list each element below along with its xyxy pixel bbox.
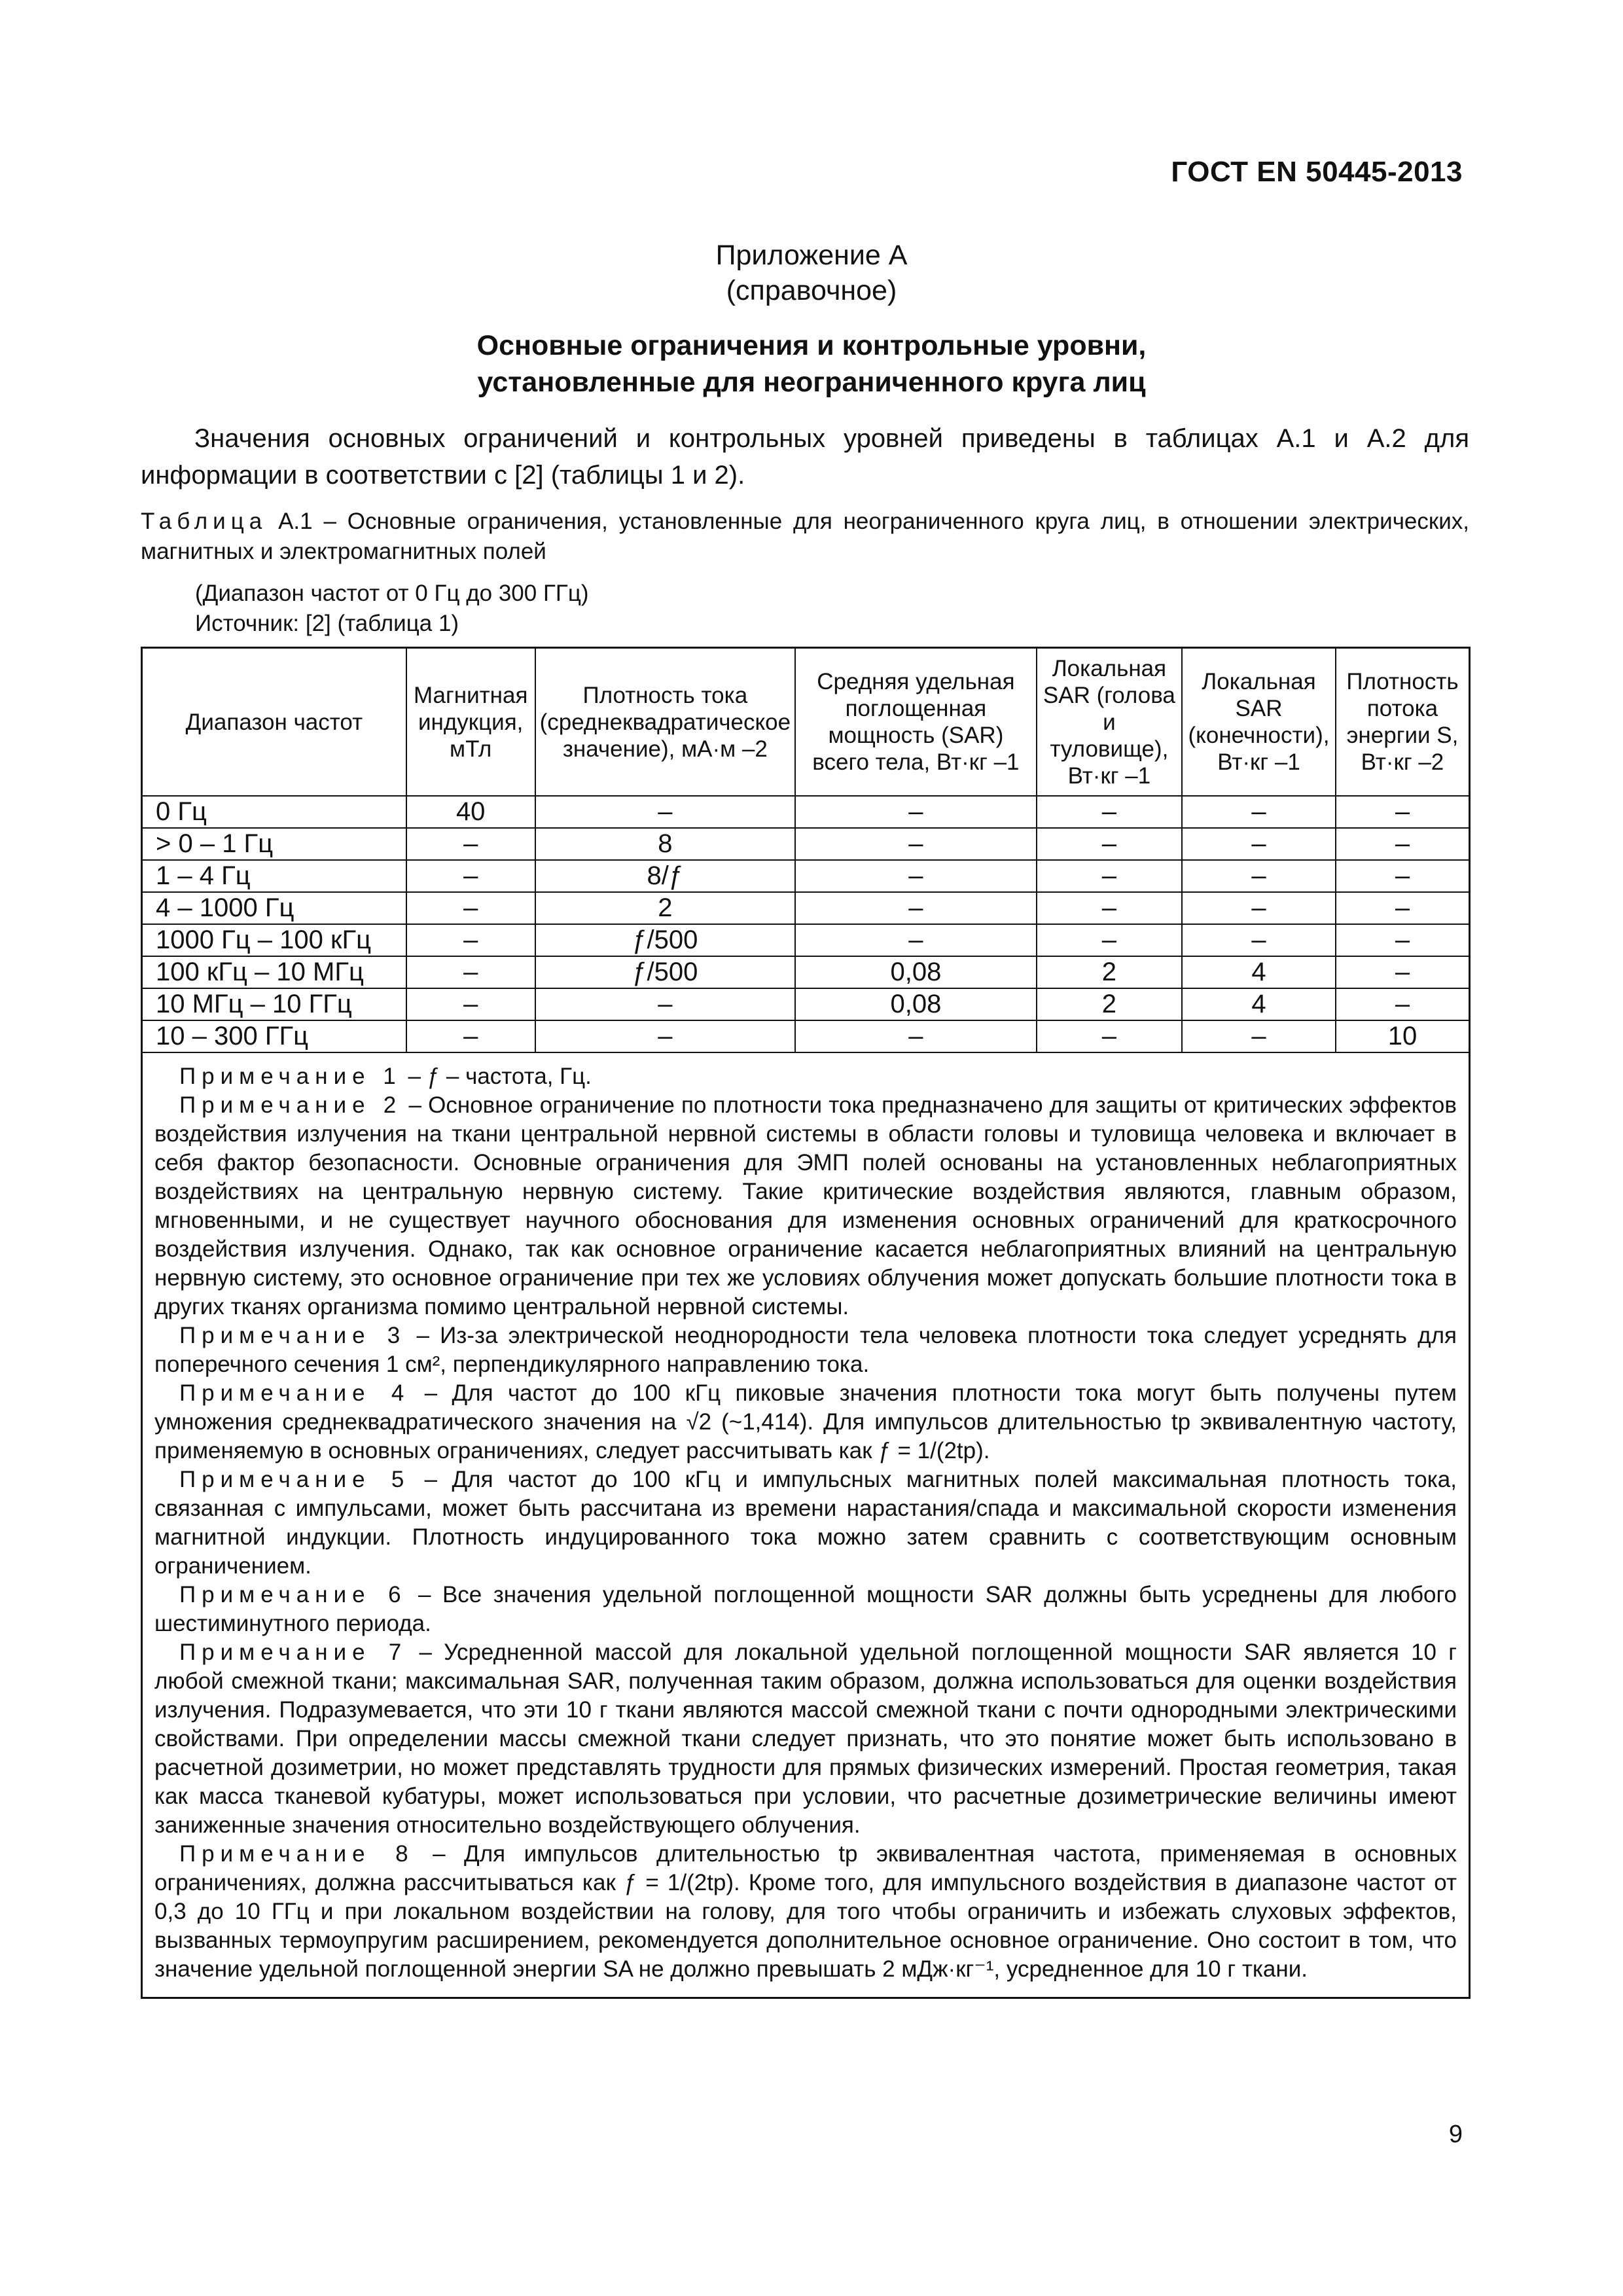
table-source: Источник: [2] (таблица 1): [195, 611, 459, 636]
table-cell: –: [535, 1020, 796, 1052]
row-frequency-cell: 10 – 300 ГГц: [142, 1020, 406, 1052]
note-label: Примечание 7: [179, 1640, 408, 1665]
header-magnetic-induction: Магнитная индукция, мТл: [406, 648, 535, 797]
table-cell: –: [1336, 860, 1470, 892]
frequency-range: (Диапазон частот от 0 Гц до 300 ГГц): [195, 581, 589, 606]
table-meta: [195, 579, 589, 639]
table-cell: –: [1336, 892, 1470, 924]
table-note: [154, 1465, 1457, 1581]
limits-table: [141, 647, 1471, 1999]
table-cell: –: [1182, 1020, 1336, 1052]
row-frequency-cell: 4 – 1000 Гц: [142, 892, 406, 924]
table-note: [154, 1638, 1457, 1840]
table-cell: 8/ƒ: [535, 860, 796, 892]
table-note: [154, 1091, 1457, 1321]
annex-title: Приложение А: [715, 240, 908, 271]
table-cell: –: [406, 860, 535, 892]
note-label: Примечание 5: [179, 1467, 410, 1492]
note-text: – Из-за электрической неоднородности тела человека плотности тока следует усреднять для поперечного сечения 1 см², перпендикулярного направлению тока.: [154, 1323, 1457, 1377]
table-cell: 10: [1336, 1020, 1470, 1052]
table-cell: ƒ/500: [535, 924, 796, 956]
table-cell: –: [1336, 956, 1470, 988]
note-text: – Усредненной массой для локальной удельной поглощенной мощности SAR является 10 г любой смежной ткани; максимальная SAR, полученная таким образом, должна использоваться для оценки воздействия излучения. Подразумевается, что эти 10 г ткани являются массой смежной ткани с почти однородными электрическими свойствами. При определении массы смежной ткани следует признать, что это понятие может быть использовано в расчетной дозиметрии, но может представлять трудности для прямых физических измерений. Простая геометрия, такая как масса тканевой кубатуры, может использоваться при условии, что расчетные дозиметрические величины имеют заниженные значения относительно воздействующего облучения.: [154, 1640, 1457, 1838]
row-frequency-cell: 1 – 4 Гц: [142, 860, 406, 892]
table-row: [142, 892, 1470, 924]
row-frequency-cell: 1000 Гц – 100 кГц: [142, 924, 406, 956]
note-label: Примечание 4: [179, 1380, 410, 1406]
table-cell: –: [795, 860, 1037, 892]
table-cell: –: [1336, 988, 1470, 1020]
note-label: Примечание 8: [179, 1841, 414, 1867]
table-cell: 4: [1182, 956, 1336, 988]
table-row: [142, 988, 1470, 1020]
note-text: – Для импульсов длительностью tp эквивалентная частота, применяемая в основных ограничениях, должна рассчитываться как ƒ = 1/(2tp). Кроме того, для импульсного воздействия в диапазоне частот от 0,3 до 10 ГГц и при локальном воздействии на голову, для того чтобы ограничить и избежать слуховых эффектов, вызванных термоупругим расширением, рекомендуется дополнительное основное ограничение. Оно состоит в том, что значение удельной поглощенной энергии SA не должно превышать 2 мДж·кг⁻¹, усредненное для 10 г ткани.: [154, 1841, 1457, 1982]
notes-row: [142, 1052, 1470, 1998]
table-cell: 2: [1037, 988, 1182, 1020]
row-frequency-cell: > 0 – 1 Гц: [142, 828, 406, 860]
table-header-row: [142, 648, 1470, 797]
table-note: [154, 1062, 1457, 1091]
table-cell: –: [795, 1020, 1037, 1052]
table-cell: 4: [1182, 988, 1336, 1020]
header-current-density: Плотность тока (среднеквадратическое значение), мА·м –2: [535, 648, 796, 797]
table-caption-label: Таблица: [141, 509, 268, 534]
table-cell: –: [406, 988, 535, 1020]
table-cell: –: [1336, 828, 1470, 860]
table-row: [142, 796, 1470, 828]
header-local-sar-head: Локальная SAR (голова и туловище), Вт·кг –1: [1037, 648, 1182, 797]
table-row: [142, 956, 1470, 988]
table-cell: 40: [406, 796, 535, 828]
table-cell: –: [795, 924, 1037, 956]
annex-type: (справочное): [726, 275, 897, 306]
note-label: Примечание 1: [179, 1064, 402, 1089]
table-cell: –: [535, 796, 796, 828]
note-text: – Для частот до 100 кГц и импульсных магнитных полей максимальная плотность тока, связанная с импульсами, может быть рассчитана из времени нарастания/спада и максимальной скорости изменения магнитной индукции. Плотность индуцированного тока можно затем сравнить с соответствующим основным ограничением.: [154, 1467, 1457, 1579]
table-cell: –: [1037, 860, 1182, 892]
table-cell: –: [1182, 796, 1336, 828]
table-notes: [142, 1052, 1470, 1998]
table-cell: –: [406, 828, 535, 860]
table-row: [142, 1020, 1470, 1052]
row-frequency-cell: 100 кГц – 10 МГц: [142, 956, 406, 988]
header-whole-body-sar: Средняя удельная поглощенная мощность (SAR) всего тела, Вт·кг –1: [795, 648, 1037, 797]
table-cell: –: [1336, 924, 1470, 956]
note-label: Примечание 6: [179, 1582, 407, 1607]
note-text: – Для частот до 100 кГц пиковые значения плотности тока могут быть получены путем умножения среднеквадратического значения на √2 (~1,414). Для импульсов длительностью tp эквивалентную частоту, применяемую в основных ограничениях, следует рассчитывать как ƒ = 1/(2tp).: [154, 1380, 1457, 1463]
table-cell: 2: [1037, 956, 1182, 988]
table-cell: –: [795, 892, 1037, 924]
table-cell: –: [406, 1020, 535, 1052]
document-code: ГОСТ EN 50445-2013: [1171, 156, 1463, 188]
table-cell: –: [1037, 1020, 1182, 1052]
header-power-density: Плотность потока энергии S, Вт·кг –2: [1336, 648, 1470, 797]
table-cell: 2: [535, 892, 796, 924]
table-cell: –: [1182, 860, 1336, 892]
table-cell: –: [406, 956, 535, 988]
table-caption: [141, 507, 1469, 567]
table-row: [142, 828, 1470, 860]
section-title: [0, 327, 1623, 401]
table-cell: –: [1037, 892, 1182, 924]
page-number: 9: [1448, 2121, 1463, 2148]
table-body: [142, 796, 1470, 1052]
note-text: – ƒ – частота, Гц.: [408, 1064, 592, 1089]
table-row: [142, 924, 1470, 956]
note-label: Примечание 2: [179, 1092, 402, 1118]
note-text: – Все значения удельной поглощенной мощности SAR должны быть усреднены для любого шестиминутного периода.: [154, 1582, 1457, 1636]
table-caption-text: – Основные ограничения, установленные для неограниченного круга лиц, в отношении электрических, магнитных и электромагнитных полей: [141, 509, 1469, 564]
table-cell: –: [406, 892, 535, 924]
table-cell: –: [1182, 924, 1336, 956]
table-note: [154, 1321, 1457, 1379]
table-cell: 0,08: [795, 956, 1037, 988]
table-cell: ƒ/500: [535, 956, 796, 988]
note-text: – Основное ограничение по плотности тока предназначено для защиты от критических эффектов воздействия излучения на ткани центральной нервной системы в области головы и туловища человека и включает в себя фактор безопасности. Основные ограничения для ЭМП полей основаны на установленных неблагоприятных воздействиях на центральную нервную систему. Такие критические воздействия являются, главным образом, мгновенными, и не существует научного обоснования для изменения основных ограничений для краткосрочного воздействия излучения. Однако, так как основное ограничение касается неблагоприятных влияний на центральную нервную систему, это основное ограничение при тех же условиях облучения может допускать большие плотности тока в других тканях организма помимо центральной нервной системы.: [154, 1092, 1457, 1319]
table-cell: –: [1182, 892, 1336, 924]
table-cell: –: [795, 796, 1037, 828]
table-caption-number: А.1: [278, 509, 313, 534]
table-cell: –: [535, 988, 796, 1020]
table-cell: –: [1182, 828, 1336, 860]
section-title-line-2: установленные для неограниченного круга лиц: [477, 367, 1146, 398]
header-local-sar-limbs: Локальная SAR (конечности), Вт·кг –1: [1182, 648, 1336, 797]
table-cell: –: [795, 828, 1037, 860]
section-title-line-1: Основные ограничения и контрольные уровни,: [476, 330, 1147, 361]
table-note: [154, 1379, 1457, 1465]
table-cell: –: [406, 924, 535, 956]
table-cell: 0,08: [795, 988, 1037, 1020]
table-cell: –: [1037, 924, 1182, 956]
table-cell: 8: [535, 828, 796, 860]
table-row: [142, 860, 1470, 892]
header-frequency-range: Диапазон частот: [142, 648, 406, 797]
table-note: [154, 1840, 1457, 1984]
row-frequency-cell: 10 МГц – 10 ГГц: [142, 988, 406, 1020]
note-label: Примечание 3: [179, 1323, 406, 1348]
table-cell: –: [1037, 828, 1182, 860]
row-frequency-cell: 0 Гц: [142, 796, 406, 828]
table-note: [154, 1581, 1457, 1638]
table-cell: –: [1336, 796, 1470, 828]
table-cell: –: [1037, 796, 1182, 828]
intro-paragraph: Значения основных ограничений и контрольных уровней приведены в таблицах А.1 и А.2 для информации в соответствии с [2] (таблицы 1 и 2).: [141, 424, 1469, 490]
